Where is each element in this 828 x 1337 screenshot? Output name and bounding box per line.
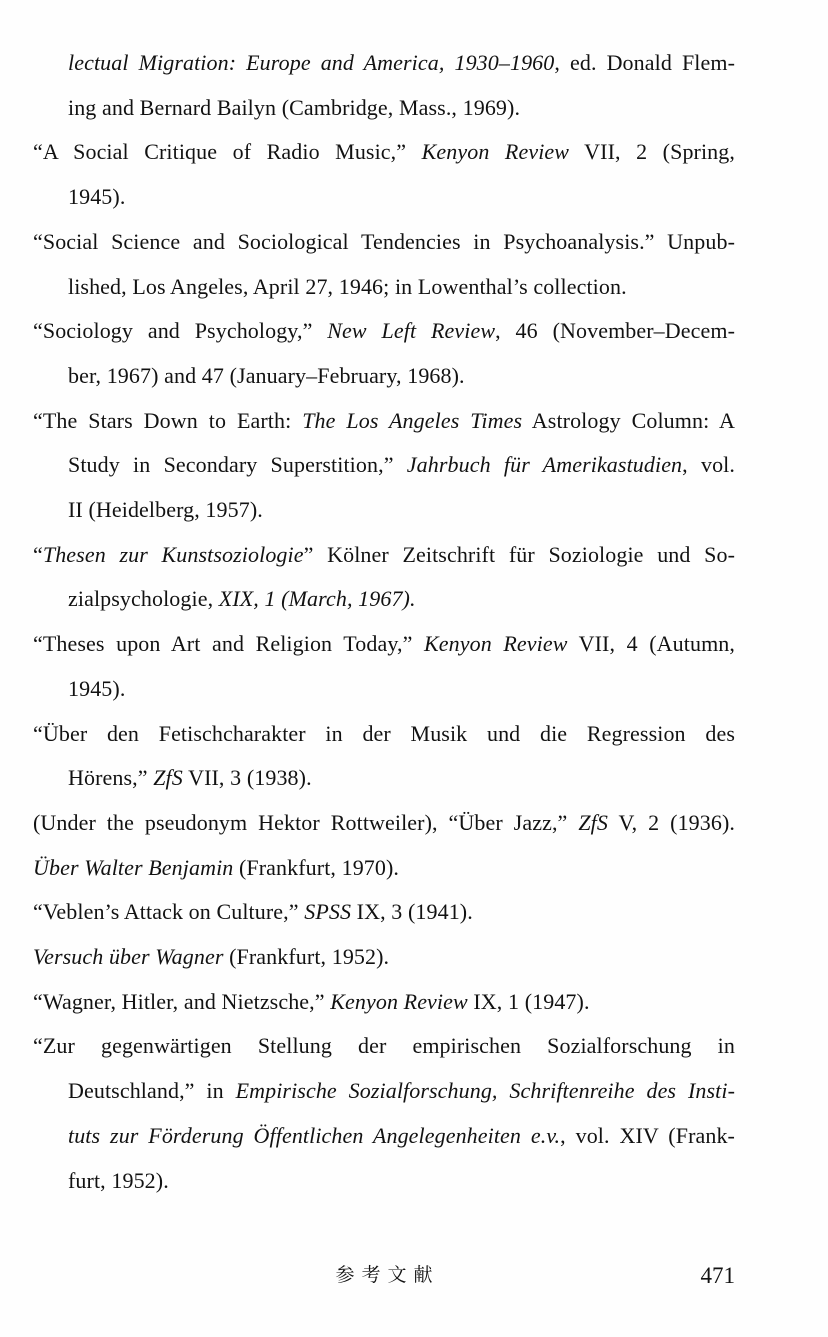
- text-segment: , vol. XIV (Frank-: [560, 1122, 735, 1148]
- line-text: [68, 1123, 735, 1148]
- bibliography-entry: [33, 801, 735, 846]
- bibliography-line: [33, 712, 735, 757]
- bibliography-line: [33, 86, 735, 131]
- text-segment: Study in Secondary Superstition,”: [68, 452, 407, 478]
- bibliography-entry: [33, 309, 735, 398]
- bibliography-line: [33, 890, 735, 935]
- bibliography-line: [33, 130, 735, 175]
- italic-text-segment: lectual Migration: Europe and America, 1930–1960: [68, 50, 555, 75]
- line-text: [33, 721, 735, 746]
- text-segment: “Über den Fetischcharakter in der Musik und die Regression des: [33, 720, 735, 746]
- italic-text-segment: The Los Angeles Times: [302, 407, 523, 433]
- bibliography-entry: [33, 399, 735, 533]
- text-segment: ber, 1967) and 47 (January–February, 1968).: [68, 362, 465, 388]
- italic-text-segment: ZfS: [578, 809, 608, 835]
- footer: [33, 1256, 735, 1296]
- text-segment: IX, 3 (1941).: [351, 899, 473, 925]
- bibliography-line: [33, 577, 735, 622]
- bibliography-line: [33, 622, 735, 667]
- text-segment: “Veblen’s Attack on Culture,”: [33, 899, 305, 925]
- line-text: [68, 184, 125, 209]
- bibliography-entry: [33, 622, 735, 711]
- bibliography-entry: [33, 935, 735, 980]
- text-segment: “The Stars Down to Earth:: [33, 407, 303, 433]
- bibliography-line: [33, 1069, 735, 1114]
- text-segment: VII, 2 (Spring,: [569, 139, 735, 165]
- text-segment: IX, 1 (1947).: [467, 988, 590, 1014]
- line-text: [68, 363, 465, 388]
- text-segment: 1945).: [68, 675, 126, 701]
- bibliography-line: [33, 756, 735, 801]
- italic-text-segment: Jahrbuch für Amerikastudien: [406, 452, 683, 478]
- bibliography-entry: [33, 980, 735, 1025]
- text-segment: “Social Science and Sociological Tendencies in Psychoanalysis.” Unpub-: [33, 228, 735, 254]
- text-segment: “A Social Critique of Radio Music,”: [33, 139, 422, 165]
- bibliography-line: [33, 220, 735, 265]
- italic-text-segment: Über Walter Benjamin: [33, 854, 234, 880]
- italic-text-segment: XIX, 1 (March, 1967).: [218, 586, 416, 612]
- line-text: [68, 274, 627, 299]
- bibliography-line: [33, 265, 735, 310]
- italic-text-segment: ZfS: [153, 765, 183, 791]
- line-text: [33, 855, 399, 880]
- bibliography-line: [33, 443, 735, 488]
- text-segment: II (Heidelberg, 1957).: [68, 497, 263, 523]
- bibliography-line: [33, 1159, 735, 1204]
- bibliography-entry: [33, 41, 735, 130]
- text-segment: VII, 3 (1938).: [182, 765, 312, 791]
- text-segment: (Frankfurt, 1970).: [233, 854, 400, 880]
- bibliography-entry: [33, 220, 735, 309]
- line-text: [33, 408, 735, 433]
- text-segment: V, 2 (1936).: [607, 809, 735, 835]
- bibliography-line: [33, 801, 735, 846]
- text-segment: VII, 4 (Autumn,: [567, 631, 735, 657]
- text-segment: “Zur gegenwärtigen Stellung der empirischen Sozialforschung in: [33, 1033, 735, 1059]
- text-segment: “: [33, 541, 43, 567]
- line-text: [33, 542, 735, 567]
- bibliography-line: [33, 41, 735, 86]
- italic-text-segment: Kenyon Review: [421, 139, 570, 165]
- bibliography-entry: [33, 890, 735, 935]
- text-segment: ” Kölner Zeitschrift für Soziologie und So-: [303, 541, 736, 567]
- line-text: [68, 95, 520, 120]
- text-segment: Hörens,”: [68, 765, 154, 791]
- bibliography-line: [33, 488, 735, 533]
- bibliography-line: [33, 354, 735, 399]
- line-text: [33, 944, 389, 969]
- italic-text-segment: New Left Review: [327, 318, 496, 344]
- bibliography-line: [33, 309, 735, 354]
- line-text: [68, 452, 735, 477]
- line-text: [68, 765, 312, 790]
- bibliography-line: [33, 935, 735, 980]
- text-segment: , ed. Donald Flem-: [554, 50, 735, 75]
- line-text: [33, 139, 735, 164]
- bibliography-line: [33, 846, 735, 891]
- bibliography-entry: [33, 533, 735, 622]
- italic-text-segment: Empirische Sozialforschung, Schriftenreihe des Insti-: [235, 1078, 735, 1104]
- italic-text-segment: SPSS: [304, 899, 352, 925]
- line-text: [33, 1033, 735, 1058]
- line-text: [68, 676, 125, 701]
- line-text: [33, 899, 473, 924]
- text-segment: Deutschland,” in: [68, 1078, 236, 1104]
- text-segment: “Sociology and Psychology,”: [33, 318, 328, 344]
- bibliography-line: [33, 533, 735, 578]
- bibliography-entry: [33, 130, 735, 219]
- text-segment: ing and Bernard Bailyn (Cambridge, Mass., 1969).: [68, 94, 521, 120]
- line-text: [33, 318, 735, 343]
- italic-text-segment: Thesen zur Kunstsoziologie: [42, 541, 304, 567]
- text-segment: furt, 1952).: [68, 1167, 169, 1193]
- text-segment: (Frankfurt, 1952).: [223, 944, 390, 970]
- bibliography-entry: [33, 1024, 735, 1203]
- bibliography-line: [33, 399, 735, 444]
- bibliography-entry: [33, 712, 735, 801]
- bibliography-line: [33, 980, 735, 1025]
- text-segment: , vol.: [682, 452, 735, 478]
- line-text: [33, 810, 735, 835]
- line-text: [68, 50, 735, 75]
- italic-text-segment: Versuch über Wagner: [33, 944, 224, 970]
- text-segment: Astrology Column: A: [522, 407, 735, 433]
- text-segment: lished, Los Angeles, April 27, 1946; in Lowenthal’s collection.: [68, 273, 627, 299]
- text-segment: (Under the pseudonym Hektor Rottweiler), “Über Jazz,”: [33, 809, 579, 835]
- bibliography-line: [33, 175, 735, 220]
- italic-text-segment: Kenyon Review: [330, 988, 468, 1014]
- text-segment: “Theses upon Art and Religion Today,”: [33, 631, 425, 657]
- footer-section-title: 参考文献: [335, 1265, 440, 1286]
- line-text: [33, 989, 590, 1014]
- line-text: [68, 1078, 735, 1103]
- line-text: [68, 586, 416, 611]
- text-segment: , 46 (November–Decem-: [495, 318, 735, 344]
- footer-page-number: 471: [700, 1263, 735, 1288]
- italic-text-segment: tuts zur Förderung Öffentlichen Angelegenheiten e.v.: [68, 1122, 561, 1148]
- line-text: [68, 497, 263, 522]
- bibliography-line: [33, 1114, 735, 1159]
- text-segment: 1945).: [68, 184, 126, 210]
- text-segment: zialpsychologie,: [68, 586, 219, 612]
- bibliography-line: [33, 1024, 735, 1069]
- line-text: [33, 229, 735, 254]
- bibliography: [33, 41, 735, 1203]
- italic-text-segment: Kenyon Review: [424, 631, 568, 657]
- bibliography-line: [33, 667, 735, 712]
- bibliography-entry: [33, 846, 735, 891]
- line-text: [33, 631, 735, 656]
- text-segment: “Wagner, Hitler, and Nietzsche,”: [33, 988, 331, 1014]
- line-text: [68, 1168, 169, 1193]
